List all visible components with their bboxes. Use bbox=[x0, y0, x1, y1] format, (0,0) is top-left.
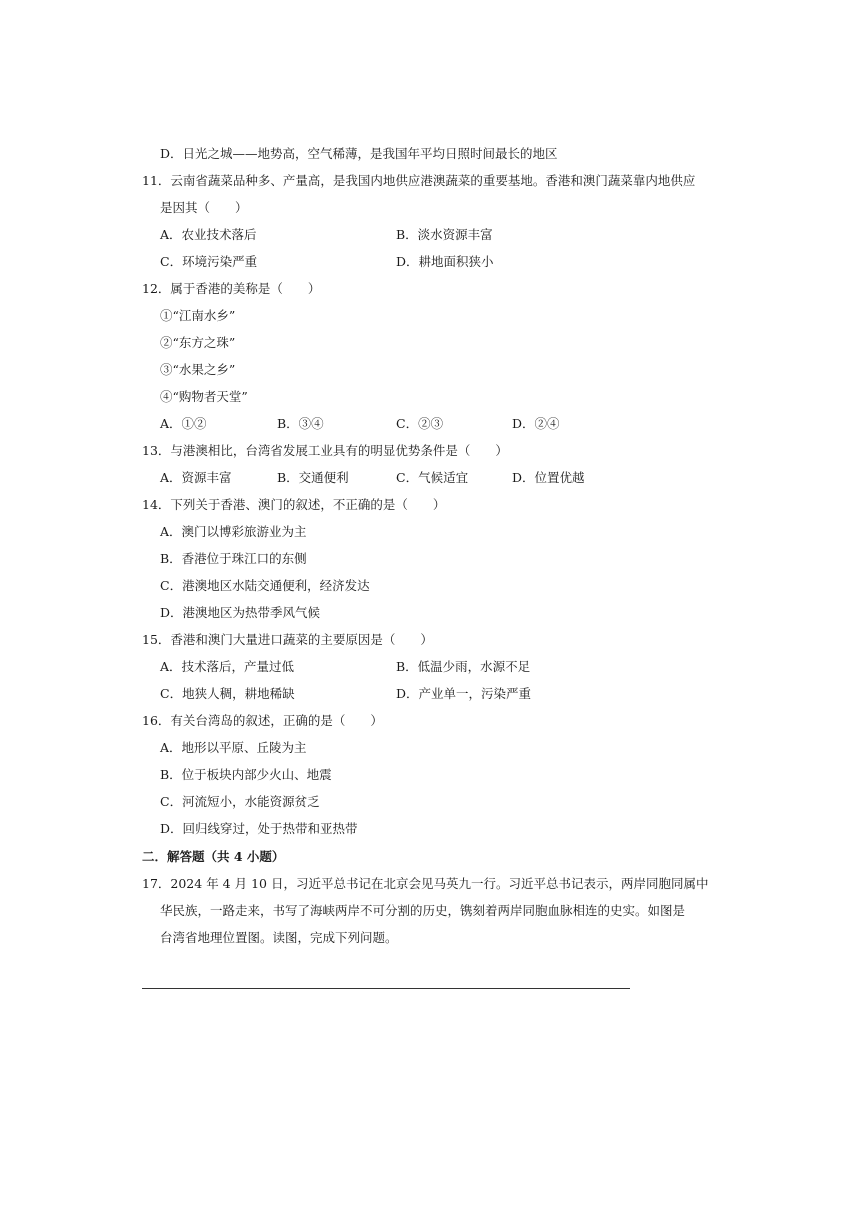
q14-option-c: C．港澳地区水陆交通便利，经济发达 bbox=[160, 578, 370, 593]
q16-option-c: C．河流短小，水能资源贫乏 bbox=[160, 794, 320, 809]
q15-option-b: B．低温少雨，水源不足 bbox=[396, 659, 531, 674]
q16-option-d: D．回归线穿过，处于热带和亚热带 bbox=[160, 821, 358, 836]
q12-item-1: ①“江南水乡” bbox=[160, 308, 236, 323]
q11-option-a: A．农业技术落后 bbox=[160, 227, 257, 242]
q12-item-4: ④“购物者天堂” bbox=[160, 389, 248, 404]
q12-item-2: ②“东方之珠” bbox=[160, 335, 236, 350]
q13-option-d: D．位置优越 bbox=[512, 470, 585, 485]
q17-stem-line2: 华民族，一路走来，书写了海峡两岸不可分割的历史，镌刻着两岸同胞血脉相连的史实。如图是 bbox=[160, 903, 686, 918]
q14-stem: 14．下列关于香港、澳门的叙述，不正确的是（ ） bbox=[142, 497, 446, 512]
q12-stem: 12．属于香港的美称是（ ） bbox=[142, 281, 321, 296]
q13-option-a: A．资源丰富 bbox=[160, 470, 232, 485]
q15-option-c: C．地狭人稠，耕地稀缺 bbox=[160, 686, 295, 701]
q17-stem-line3: 台湾省地理位置图。读图，完成下列问题。 bbox=[160, 930, 398, 945]
q14-option-a: A．澳门以博彩旅游业为主 bbox=[160, 524, 307, 539]
q12-item-3: ③“水果之乡” bbox=[160, 362, 236, 377]
q13-option-b: B．交通便利 bbox=[277, 470, 349, 485]
q15-option-a: A．技术落后，产量过低 bbox=[160, 659, 295, 674]
q11-stem-line2: 是因其（ ） bbox=[160, 200, 248, 215]
q11-option-d: D．耕地面积狭小 bbox=[396, 254, 494, 269]
q11-stem-line1: 11．云南省蔬菜品种多、产量高，是我国内地供应港澳蔬菜的重要基地。香港和澳门蔬菜靠内地供应 bbox=[142, 173, 696, 188]
q14-option-d: D．港澳地区为热带季风气候 bbox=[160, 605, 321, 620]
q12-option-d: D．②④ bbox=[512, 416, 560, 431]
q16-stem: 16．有关台湾岛的叙述，正确的是（ ） bbox=[142, 713, 383, 728]
q16-option-a: A．地形以平原、丘陵为主 bbox=[160, 740, 307, 755]
q15-stem: 15．香港和澳门大量进口蔬菜的主要原因是（ ） bbox=[142, 632, 433, 647]
q16-option-b: B．位于板块内部少火山、地震 bbox=[160, 767, 332, 782]
q12-option-c: C．②③ bbox=[396, 416, 444, 431]
q11-option-c: C．环境污染严重 bbox=[160, 254, 258, 269]
q10-option-d: D．日光之城——地势高，空气稀薄，是我国年平均日照时间最长的地区 bbox=[160, 146, 558, 161]
q12-option-b: B．③④ bbox=[277, 416, 324, 431]
q12-option-a: A．①② bbox=[160, 416, 207, 431]
footer-rule bbox=[142, 988, 630, 989]
q11-option-b: B．淡水资源丰富 bbox=[396, 227, 493, 242]
q15-option-d: D．产业单一，污染严重 bbox=[396, 686, 532, 701]
section-heading: 二．解答题（共 4 小题） bbox=[142, 849, 285, 864]
q13-option-c: C．气候适宜 bbox=[396, 470, 469, 485]
q13-stem: 13．与港澳相比，台湾省发展工业具有的明显优势条件是（ ） bbox=[142, 443, 508, 458]
q14-option-b: B．香港位于珠江口的东侧 bbox=[160, 551, 307, 566]
q17-stem-line1: 17．2024 年 4 月 10 日，习近平总书记在北京会见马英九一行。习近平总书记表示，两岸同胞同属中 bbox=[142, 876, 709, 891]
